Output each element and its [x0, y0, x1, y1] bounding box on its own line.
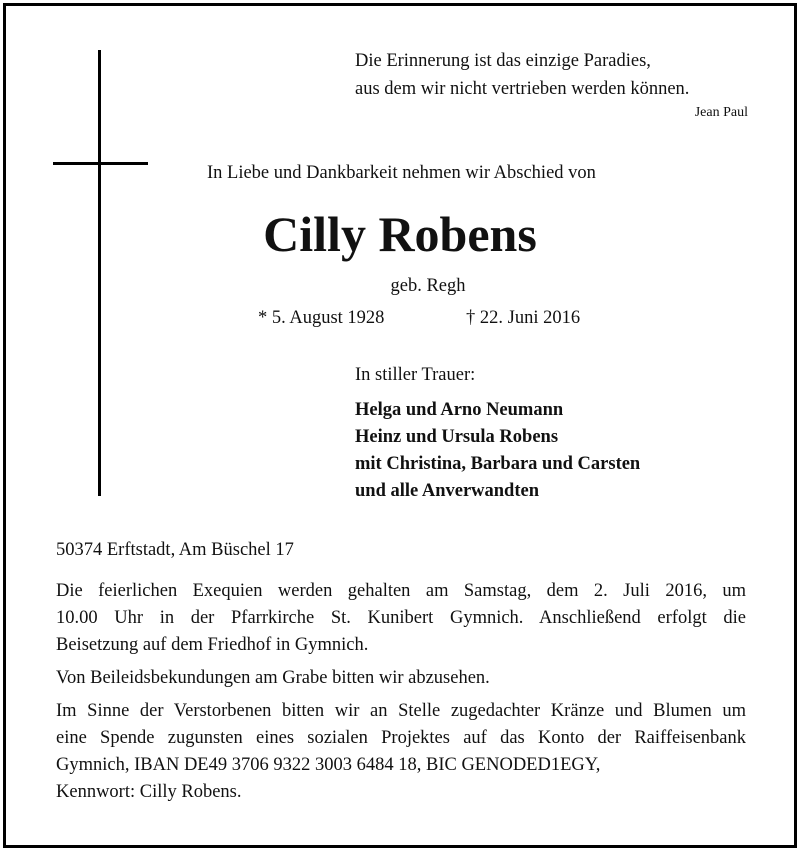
quote-author: Jean Paul	[694, 105, 748, 120]
mourner-line: Helga und Arno Neumann	[355, 400, 564, 420]
donation-paragraph	[56, 698, 746, 806]
donation-line: eine Spende zugunsten eines sozialen Projektes auf das Konto der Raiffeisenbank	[56, 728, 746, 748]
exequien-line: Die feierlichen Exequien werden gehalten am Samstag, dem 2. Juli 2016, um	[56, 581, 746, 601]
quote	[355, 47, 689, 103]
mourning-label: In stiller Trauer:	[355, 365, 476, 385]
deceased-name: Cilly Robens	[263, 206, 537, 262]
exequien-paragraph	[56, 578, 746, 659]
cross-horizontal-bar	[53, 162, 148, 165]
quote-line-1: Die Erinnerung ist das einzige Paradies,	[355, 51, 651, 71]
intro-text: In Liebe und Dankbarkeit nehmen wir Abschied von	[207, 163, 596, 183]
mourner-line: mit Christina, Barbara und Carsten	[355, 454, 641, 474]
address: 50374 Erftstadt, Am Büschel 17	[56, 540, 294, 560]
birth-date: * 5. August 1928	[258, 308, 385, 328]
condolence-paragraph: Von Beileidsbekundungen am Grabe bitten wir abzusehen.	[56, 668, 490, 688]
mourner-line: und alle Anverwandten	[355, 481, 540, 501]
exequien-line: Beisetzung auf dem Friedhof in Gymnich.	[56, 635, 369, 655]
maiden-name: geb. Regh	[390, 276, 466, 296]
funeral-details	[56, 578, 746, 812]
exequien-line: 10.00 Uhr in der Pfarrkirche St. Kunibert Gymnich. Anschließend erfolgt die	[56, 608, 746, 628]
mourner-line: Heinz und Ursula Robens	[355, 427, 559, 447]
cross-vertical-bar	[98, 50, 101, 496]
donation-line: Kennwort: Cilly Robens.	[56, 782, 242, 802]
quote-line-2: aus dem wir nicht vertrieben werden können.	[355, 79, 690, 99]
donation-line: Gymnich, IBAN DE49 3706 9322 3003 6484 18, BIC GENODED1EGY,	[56, 755, 601, 775]
donation-line: Im Sinne der Verstorbenen bitten wir an Stelle zugedachter Kränze und Blumen um	[56, 701, 746, 721]
death-date: † 22. Juni 2016	[466, 308, 581, 328]
mourners-list	[355, 397, 640, 505]
